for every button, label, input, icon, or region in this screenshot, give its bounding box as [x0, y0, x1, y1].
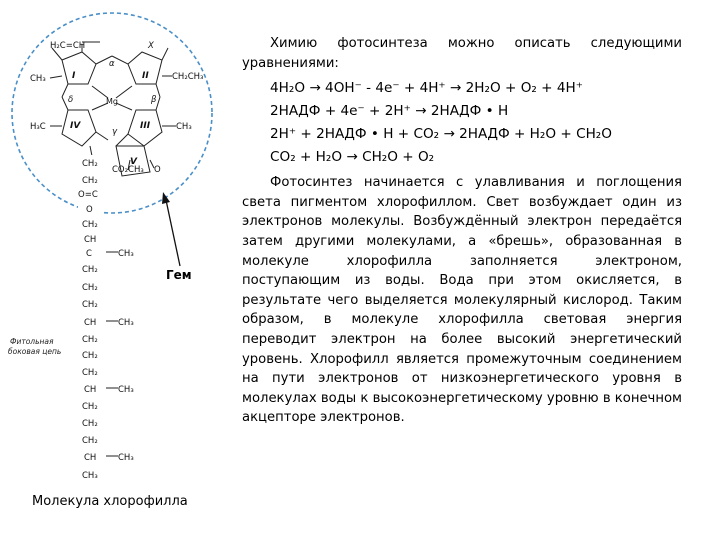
- chain-atom: CH₂: [82, 402, 98, 412]
- structure-atom-labels: [30, 41, 203, 175]
- chain-branch: CH₃: [118, 453, 134, 463]
- chlorophyll-figure: [0, 0, 235, 540]
- chain-atom: C: [86, 249, 92, 259]
- vinyl-group-label: H₂C=CH: [50, 41, 86, 51]
- ring-numeral-iii: III: [140, 121, 151, 131]
- heme-arrow: [162, 192, 180, 266]
- ring5-ester-label: CO₂CH₃: [112, 165, 144, 175]
- text-panel: [242, 34, 682, 428]
- chain-atom: O: [86, 205, 93, 215]
- chain-atom: CH₂: [82, 300, 98, 310]
- ring-numeral-iv: IV: [70, 121, 81, 131]
- equation-line: 4H₂O → 4OH⁻ - 4e⁻ + 4H⁺ → 2H₂O + O₂ + 4H⁺: [270, 80, 583, 97]
- side-chain-label-line1: Фитольная: [10, 337, 54, 346]
- ring-numeral-ii: II: [142, 71, 149, 81]
- ring-numeral-v: V: [130, 157, 137, 167]
- intro-paragraph: Химию фотосинтеза можно описать следующими уравнениями:: [242, 36, 682, 71]
- ring2-ethyl-label: CH₂CH₃: [172, 72, 204, 82]
- equation-line: СО₂ + Н₂О → СН₂О + О₂: [270, 149, 435, 166]
- side-chain-label: [8, 337, 61, 356]
- chain-atom: CH₂: [82, 159, 98, 169]
- ring3-ch3-label: CH₃: [176, 122, 192, 132]
- chain-atom: CH₂: [82, 419, 98, 429]
- bridge-gamma-label: γ: [112, 127, 118, 137]
- chain-atom: O=C: [78, 190, 98, 200]
- equation-line: 2НАДФ + 4e⁻ + 2H⁺ → 2НАДФ • Н: [270, 103, 509, 120]
- phytol-chain-labels: [78, 155, 134, 491]
- chain-atom: CH₂: [82, 436, 98, 446]
- chain-atom: CH₂: [82, 176, 98, 186]
- chain-branch: CH₃: [118, 318, 134, 328]
- heme-dashed-circle: [12, 13, 212, 213]
- equation-line: 2H⁺ + 2НАДФ • Н + СО₂ → 2НАДФ + Н₂О + СН₂О: [270, 126, 612, 143]
- heme-label: Гем: [166, 268, 192, 282]
- bridge-alpha-label: α: [109, 59, 115, 69]
- chain-atom: CH: [84, 453, 97, 463]
- ring5-oxo-label: O: [154, 165, 161, 175]
- bridge-beta-label: β: [151, 95, 157, 105]
- chain-branch: CH₃: [118, 249, 134, 259]
- chain-atom: CH₂: [82, 335, 98, 345]
- chain-atom: CH: [84, 318, 97, 328]
- figure-caption: Молекула хлорофилла: [32, 494, 188, 509]
- chain-atom: CH₂: [82, 351, 98, 361]
- bridge-delta-label: δ: [68, 95, 74, 105]
- ring-numeral-i: I: [72, 71, 76, 81]
- body-paragraph: Фотосинтез начинается с улавливания и поглощения света пигментом хлорофиллом. Свет возбуждает один из электронов молекулы. Возбуждённый электрон передаётся затем другими молекулами, а «брешь», образованная в молекуле хлорофилла заполняется электроном, поступающим из воды. Вода при этом окисляется, в результате чего выделяется молекулярный кислород. Таким образом, в молекуле хлорофилла световая энергия переводит электрон на более высокий энергетический уровень. Хлорофилл является промежуточным соединением на пути электронов от низкоэнергетического уровня в молекулах воды к высокоэнергетическому уровню в конечном акцепторе электронов.: [242, 175, 682, 426]
- chain-atom: CH: [84, 385, 97, 395]
- chain-atom: CH₂: [82, 283, 98, 293]
- side-chain-label-line2: боковая цепь: [8, 347, 62, 356]
- ring4-h3c-label: H₃C: [30, 122, 46, 132]
- ring-numerals: [70, 71, 151, 167]
- chain-atom: CH₂: [82, 368, 98, 378]
- center-mg-label: Mg: [106, 97, 118, 106]
- chlorophyll-structure-diagram: [0, 0, 235, 540]
- chain-atom: CH₃: [82, 471, 98, 481]
- chain-atom: CH₂: [82, 265, 98, 275]
- x-label: X: [148, 41, 154, 51]
- chain-atom: CH₂: [82, 220, 98, 230]
- chain-branch: CH₃: [118, 385, 134, 395]
- ring1-ch3-label: CH₃: [30, 74, 46, 84]
- chain-atom: CH: [84, 235, 97, 245]
